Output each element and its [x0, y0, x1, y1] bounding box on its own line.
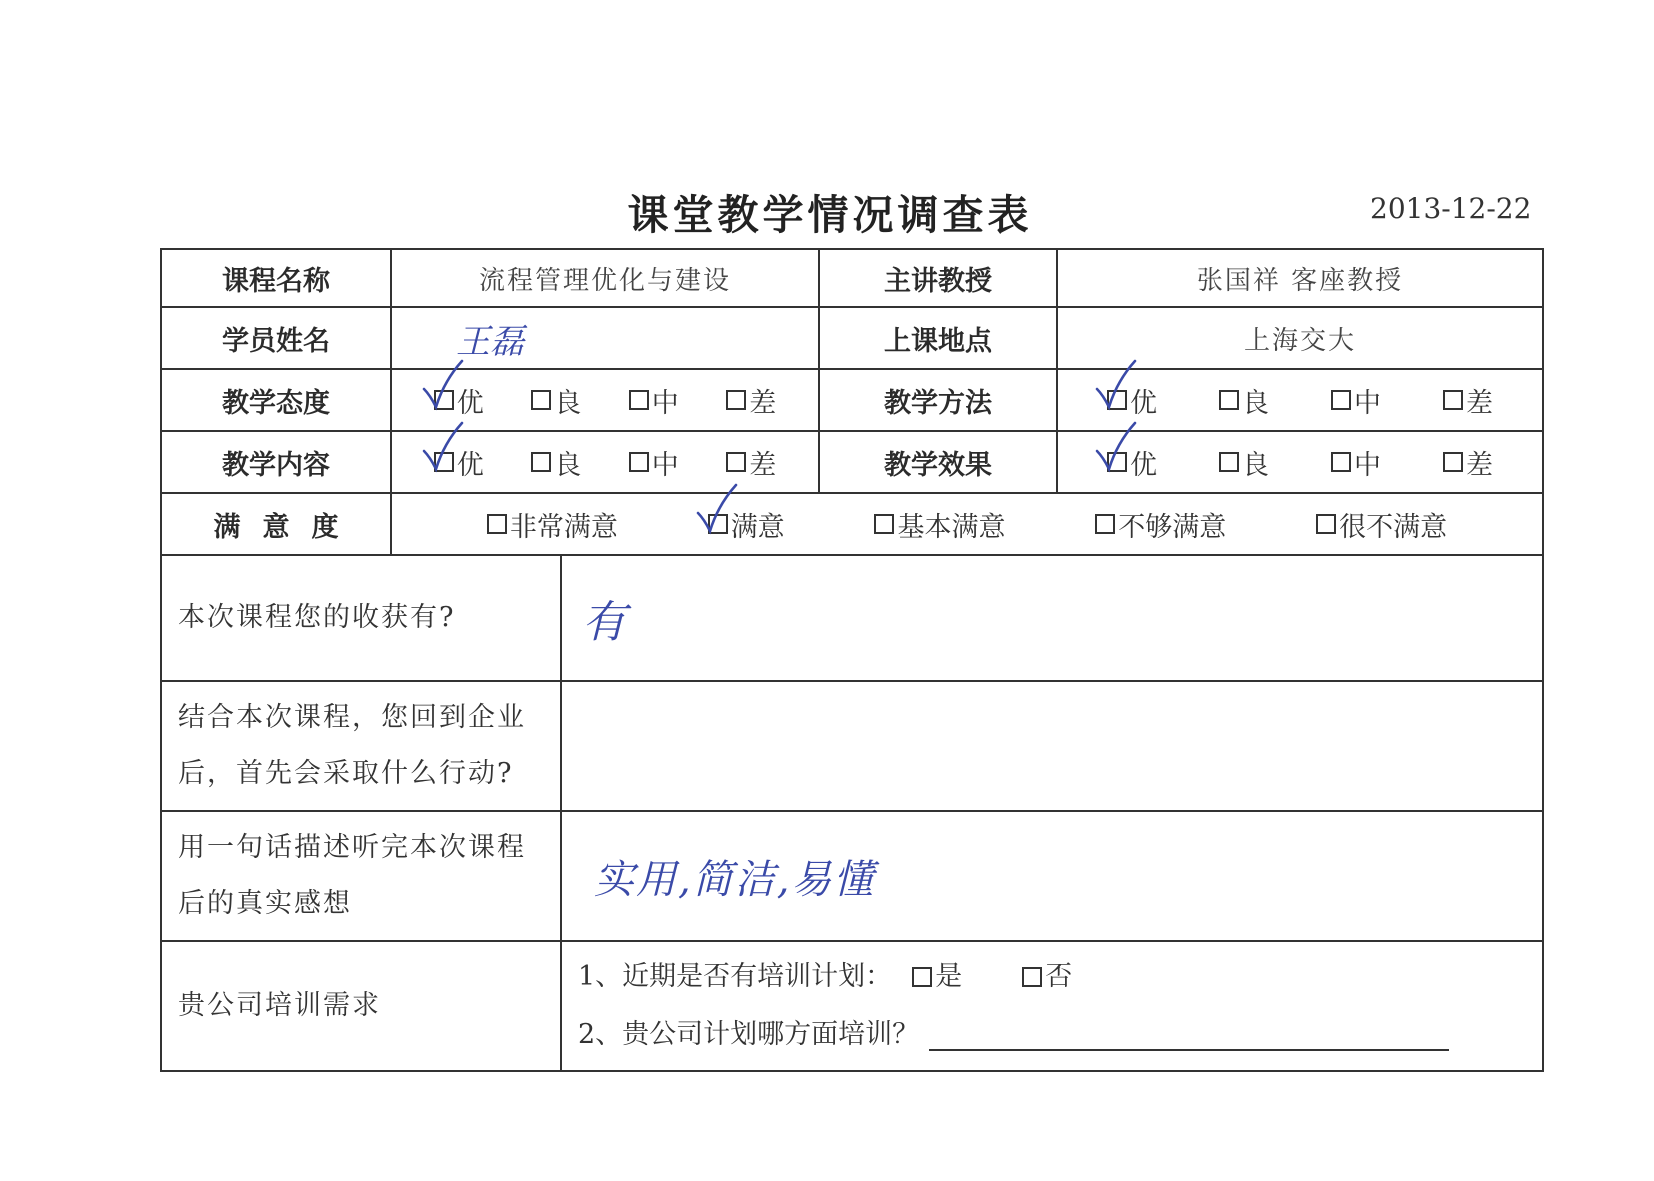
- attitude-label: 教学态度: [161, 369, 391, 431]
- checkbox[interactable]: [1107, 390, 1127, 410]
- checkbox[interactable]: [531, 452, 551, 472]
- content-option-good[interactable]: 良: [531, 443, 581, 482]
- question-gains: 本次课程您的收获有?: [161, 555, 561, 681]
- checkbox[interactable]: [726, 452, 746, 472]
- answer-actions[interactable]: [561, 681, 1543, 811]
- checkbox[interactable]: [874, 514, 894, 534]
- effect-option-poor[interactable]: 差: [1443, 443, 1493, 482]
- answer-impression[interactable]: 实用,简洁,易懂: [561, 811, 1543, 941]
- checkbox[interactable]: [1095, 514, 1115, 534]
- student-name-label: 学员姓名: [161, 307, 391, 369]
- question-training-needs: 贵公司培训需求: [161, 941, 561, 1071]
- satisfaction-option-basically-satisfied[interactable]: 基本满意: [874, 505, 1005, 544]
- checkbox[interactable]: [1219, 390, 1239, 410]
- satisfaction-option-not-satisfied[interactable]: 不够满意: [1095, 505, 1226, 544]
- satisfaction-option-satisfied[interactable]: 满意: [708, 505, 785, 544]
- effect-label: 教学效果: [819, 431, 1057, 493]
- training-area-field[interactable]: [929, 1019, 1449, 1051]
- checkbox[interactable]: [434, 390, 454, 410]
- training-area-row: 2、贵公司计划哪方面培训？: [578, 1006, 1526, 1064]
- checkbox[interactable]: [487, 514, 507, 534]
- method-option-poor[interactable]: 差: [1443, 381, 1493, 420]
- attitude-options: [391, 369, 819, 431]
- effect-option-excellent[interactable]: 优: [1107, 443, 1157, 482]
- training-needs-answers: [561, 941, 1543, 1071]
- content-options: [391, 431, 819, 493]
- form-title: 课堂教学情况调查表: [627, 191, 1033, 239]
- question-actions: 结合本次课程，您回到企业后，首先会采取什么行动?: [161, 681, 561, 811]
- effect-option-good[interactable]: 良: [1219, 443, 1269, 482]
- location-label: 上课地点: [819, 307, 1057, 369]
- location-value: 上海交大: [1057, 307, 1543, 369]
- attitude-option-fair[interactable]: 中: [629, 381, 679, 420]
- training-plan-yes[interactable]: 是: [892, 948, 962, 1006]
- training-plan-row: 1、近期是否有培训计划： 是 否: [578, 948, 1526, 1006]
- checkbox[interactable]: [1316, 514, 1336, 534]
- checkbox[interactable]: [1107, 452, 1127, 472]
- checkbox[interactable]: [912, 967, 932, 987]
- lecturer-label: 主讲教授: [819, 249, 1057, 307]
- attitude-option-poor[interactable]: 差: [726, 381, 776, 420]
- satisfaction-label: 满意度: [161, 493, 391, 555]
- checkbox[interactable]: [629, 390, 649, 410]
- checkbox[interactable]: [708, 514, 728, 534]
- attitude-option-excellent[interactable]: 优: [434, 381, 484, 420]
- checkbox[interactable]: [531, 390, 551, 410]
- survey-table: [160, 248, 1544, 1072]
- checkbox[interactable]: [1443, 390, 1463, 410]
- method-options: [1057, 369, 1543, 431]
- satisfaction-options: [391, 493, 1543, 555]
- attitude-option-good[interactable]: 良: [531, 381, 581, 420]
- method-label: 教学方法: [819, 369, 1057, 431]
- checkbox[interactable]: [434, 452, 454, 472]
- effect-options: [1057, 431, 1543, 493]
- checkbox[interactable]: [629, 452, 649, 472]
- satisfaction-option-very-satisfied[interactable]: 非常满意: [487, 505, 618, 544]
- method-option-fair[interactable]: 中: [1331, 381, 1381, 420]
- answer-gains[interactable]: 有: [561, 555, 1543, 681]
- content-option-fair[interactable]: 中: [629, 443, 679, 482]
- method-option-excellent[interactable]: 优: [1107, 381, 1157, 420]
- lecturer-value: 张国祥 客座教授: [1057, 249, 1543, 307]
- checkbox[interactable]: [726, 390, 746, 410]
- effect-option-fair[interactable]: 中: [1331, 443, 1381, 482]
- form-date: 2013-12-22: [1370, 192, 1532, 225]
- course-name-label: 课程名称: [161, 249, 391, 307]
- content-option-poor[interactable]: 差: [726, 443, 776, 482]
- checkbox[interactable]: [1219, 452, 1239, 472]
- student-name-value[interactable]: 王磊: [391, 307, 819, 369]
- training-plan-no[interactable]: 否: [1002, 948, 1072, 1006]
- course-name-value: 流程管理优化与建设: [391, 249, 819, 307]
- checkbox[interactable]: [1443, 452, 1463, 472]
- checkbox[interactable]: [1331, 390, 1351, 410]
- satisfaction-option-very-unsatisfied[interactable]: 很不满意: [1316, 505, 1447, 544]
- method-option-good[interactable]: 良: [1219, 381, 1269, 420]
- content-option-excellent[interactable]: 优: [434, 443, 484, 482]
- checkbox[interactable]: [1331, 452, 1351, 472]
- content-label: 教学内容: [161, 431, 391, 493]
- checkbox[interactable]: [1022, 967, 1042, 987]
- question-impression: 用一句话描述听完本次课程后的真实感想: [161, 811, 561, 941]
